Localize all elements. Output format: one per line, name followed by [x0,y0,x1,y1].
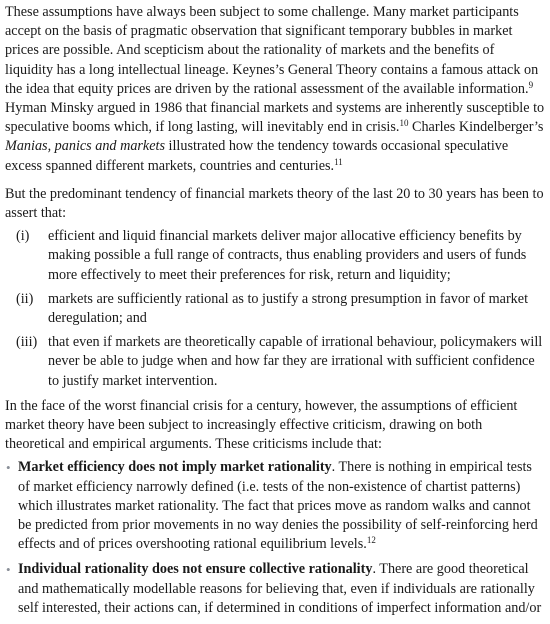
bullet-heading: Market efficiency does not imply market rationality [18,459,332,476]
document-page [5,3,545,624]
list-item-text: markets are sufficiently rational as to justify a strong presumption in favor of market deregulation; and [48,290,529,327]
list-item-text: efficient and liquid financial markets deliver major allocative efficiency benefits by making possible a full range of contracts, thus enabling providers and users of funds more effectively to meet their preferences for risk, return and liquidity; [48,228,527,283]
paragraph-criticisms: In the face of the worst financial crisis for a century, however, the assumptions of efficient market theory have been subject to increasingly effective criticism, drawing on both theoretical and empirical arguments. These criticisms include that: [5,397,518,453]
list-item [5,290,545,328]
list-item-text [18,560,545,618]
paragraph-assumptions-challenge [5,3,545,176]
list-marker: (i) [16,228,30,245]
list-marker: (iii) [16,334,38,351]
footnote-ref[interactable]: 9 [528,79,534,90]
list-item-text: that even if markets are theoretically capable of irrational behaviour, policymakers will never be able to judge when and how far they are irrational with sufficient confidence to justify market intervention. [48,334,543,389]
book-title: Manias, panics and markets [5,138,165,155]
list-item [5,333,545,391]
numbered-list [5,227,545,391]
paragraph-predominant-tendency: But the predominant tendency of financial markets theory of the last 20 to 30 years has been to assert that: [5,185,544,222]
paragraph-text: illustrated how the tendency towards occasional speculative excess spanned different markets, countries and centuries. [5,138,509,174]
bullet-body: . There are good theoretical and mathematically modellable reasons for believing that, even if individuals are rationally self interested, their actions can, if determined in conditions of imperfect information and/or [18,561,542,616]
list-item-text [18,458,545,554]
bullet-icon: • [6,562,11,578]
footnote-ref[interactable]: 10 [399,118,409,129]
paragraph-text: Charles Kindelberger’s [408,119,544,136]
list-marker: (ii) [16,290,34,307]
footnote-ref[interactable]: 12 [366,535,376,546]
bullet-heading: Individual rationality does not ensure collective rationality [18,561,373,578]
paragraph-text: Hyman Minsky argued in 1986 that financial markets and systems are inherently susceptible to speculative booms which, if long lasting, will inevitably end in crisis. [5,100,545,136]
list-item [5,458,545,554]
bullet-list [5,458,545,618]
bullet-icon: • [6,460,11,476]
footnote-ref[interactable]: 11 [334,156,343,167]
paragraph-text: These assumptions have always been subject to some challenge. Many market participants accept on the basis of pragmatic observation that significant temporary bubbles in market prices are possible. And scepticism about the rationality of markets and the benefits of liquidity has a long intellectual lineage. Keynes’s General Theory contains a famous attack on the idea that equity prices are driven by the rational assessment of the available information. [5,4,539,97]
list-item [5,560,545,618]
list-item [5,227,545,285]
bullet-body: . There is nothing in empirical tests of market efficiency narrowly defined (i.e. tests of the non-existence of chartist patterns) which illustrates market rationality. The fact that prices move as random walks and cannot be predicted from prior movements in no way denies the possibility of self-reinforcing herd effects and of prices overshooting rational equilibrium levels. [18,459,538,553]
